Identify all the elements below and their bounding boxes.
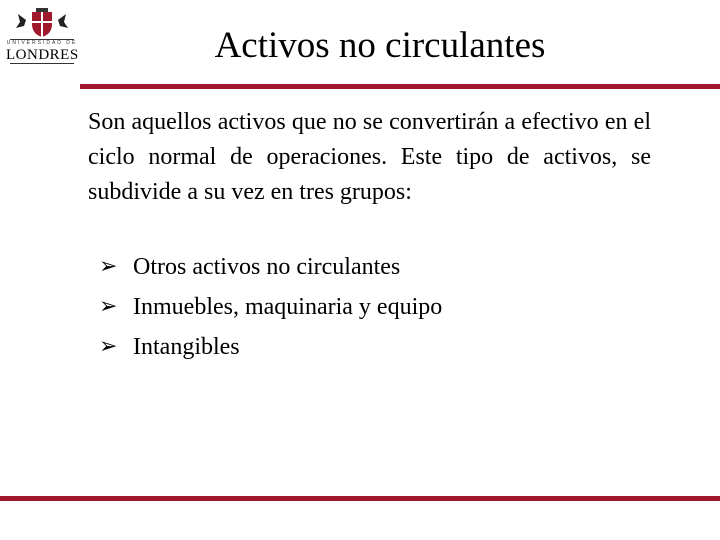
logo-underline: [10, 63, 74, 64]
coat-of-arms-icon: [6, 8, 78, 38]
logo-name: LONDRES: [6, 47, 79, 63]
footer-rule: [0, 496, 720, 501]
slide-title: Activos no circulantes: [214, 25, 546, 66]
arrow-bullet-icon: ➢: [99, 294, 118, 319]
title-rule: [80, 84, 720, 89]
logo-top-text: UNIVERSIDAD DE: [6, 40, 78, 46]
list-item: [99, 327, 442, 367]
bullet-text: Otros activos no circulantes: [133, 254, 401, 280]
bullet-text: Inmuebles, maquinaria y equipo: [133, 294, 443, 320]
arrow-bullet-icon: ➢: [99, 254, 118, 279]
bullet-list: [99, 247, 442, 367]
body-paragraph: Son aquellos activos que no se convertirán a efectivo en el ciclo normal de operaciones. Este tipo de activos, se subdivide a su vez en tres grupos:: [88, 109, 651, 205]
bullet-text: Intangibles: [133, 334, 240, 360]
university-logo: [6, 8, 78, 62]
arrow-bullet-icon: ➢: [99, 334, 118, 359]
list-item: [99, 247, 442, 287]
list-item: [99, 287, 442, 327]
